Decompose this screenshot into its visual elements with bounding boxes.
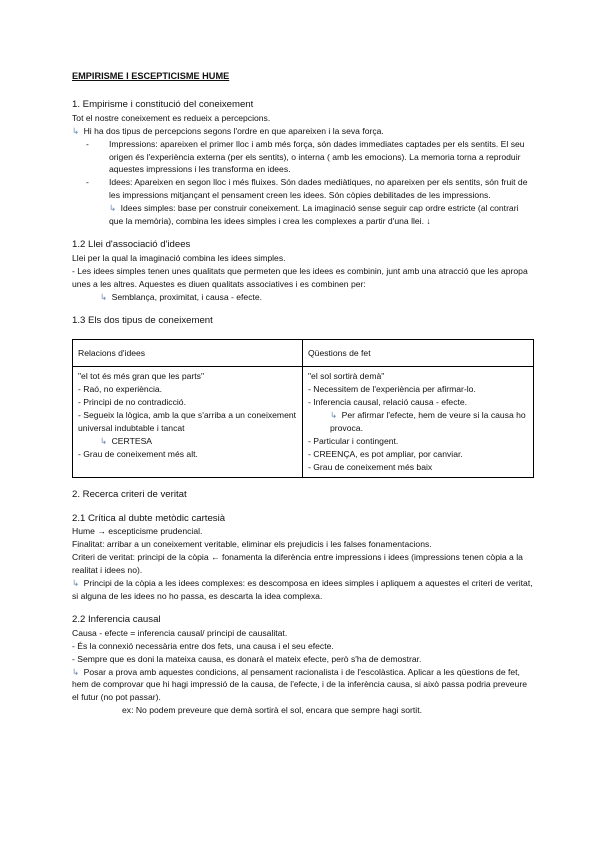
arrow-icon: ↳ bbox=[330, 410, 338, 421]
list-item-impressions: - Impressions: apareixen el primer lloc i amb més força, són dades immediates captades per els sentits. El seu origen és l'experiència externa (per els sentits), o interna ( amb les emocions). La memoria torna a reproduir aquestes impressions i les transforma en idees. bbox=[86, 138, 534, 177]
column-header-questions: Qüestions de fet bbox=[303, 340, 534, 367]
cell-line: - CREENÇA, es pot ampliar, por canviar. bbox=[308, 448, 463, 459]
section-2-2-line2: - És la connexió necessària entre dos fets, una causa i el seu efecte. bbox=[72, 640, 334, 651]
table-cell-relacions bbox=[73, 367, 303, 477]
arrow-icon: ↳ bbox=[72, 578, 80, 589]
arrow-icon: ↳ bbox=[72, 125, 80, 136]
column-header-relacions: Relacions d'idees bbox=[73, 340, 303, 367]
cell-line: - Grau de coneixement més alt. bbox=[78, 448, 198, 459]
down-arrow-icon: ↓ bbox=[426, 216, 431, 227]
arrow-icon: ↳ bbox=[72, 666, 80, 677]
cell-line: - Principi de no contradicció. bbox=[78, 397, 186, 408]
cell-line: "el tot és més gran que les parts" bbox=[78, 371, 204, 382]
section-2-1-arrow-text: Principi de la còpia a les idees complexes: es descomposa en idees simples i apliquem a aquestes el criteri de veritat, si alguna de les idees no ho passa, es descarta la idea complexa. bbox=[72, 578, 533, 601]
section-2-1-line3: Criteri de veritat: principi de la còpia ← fonamenta la diferència entre impressions i idees (impressions tenen còpia a la realitat i idees no). bbox=[72, 552, 523, 576]
cell-line: - Segueix la lògica, amb la que s'arriba a un coneixement universal indubtable i tancat bbox=[78, 410, 297, 434]
document-title: EMPIRISME I ESCEPTICISME HUME bbox=[72, 71, 230, 81]
section-2-heading: 2. Recerca criteri de veritat bbox=[72, 488, 187, 500]
cell-line: "el sol sortirà demà" bbox=[308, 371, 385, 382]
cell-line: - Necessitem de l'experiència per afirmar-lo. bbox=[308, 384, 476, 395]
document-page bbox=[72, 70, 534, 717]
section-1-intro: Tot el nostre coneixement es redueix a percepcions. bbox=[72, 112, 271, 123]
section-2-1-line2: Finalitat: arribar a un coneixement veritable, eliminar els prejudicis i les falses fonamentacions. bbox=[72, 539, 432, 550]
ideas-simples-line bbox=[109, 202, 534, 228]
section-1-2-arrow-line bbox=[72, 291, 534, 304]
section-1-arrow-line bbox=[72, 125, 534, 138]
section-1-2-line2: - Les idees simples tenen unes qualitats que permeten que les idees es combinin, junt amb una atracció que les apropa unes a les altres. Aquestes es diuen qualitats associatives i es combinen per: bbox=[72, 265, 528, 289]
cell-line: - Inferencia causal, relació causa - efecte. bbox=[308, 397, 468, 408]
section-2-1-arrow-line bbox=[72, 577, 534, 603]
cell-line-afirmar bbox=[308, 409, 530, 435]
section-1-arrow-text: Hi ha dos tipus de percepcions segons l'ordre en que apareixen i la seva força. bbox=[83, 125, 384, 136]
cell-line: - Particular i contingent. bbox=[308, 435, 399, 446]
section-2-2-example: ex: No podem preveure que demà sortirà el sol, encara que sempre hagi sortit. bbox=[122, 705, 422, 716]
section-2-2-arrow-text: Posar a prova amb aquestes condicions, al pensament racionalista i de l'escolàstica. Aplicar a les qüestions de fet, hem de comprovar que hi hagi impressió de la causa, de l'efecte, i de la inferència causa, si això passa podria preveure el futur (no pot passar). bbox=[72, 666, 527, 703]
list-item-ideas bbox=[86, 176, 534, 228]
section-2-1-line1: Hume → escepticisme prudencial. bbox=[72, 526, 203, 537]
arrow-icon: ↳ bbox=[109, 203, 117, 214]
ideas-simples-text: Idees simples: base per construir coneixement. La imaginació sense seguir cap ordre estricte (al contrari que la memòria), combina les idees simples i crea les complexes a partir d'una llei. bbox=[109, 203, 519, 227]
cell-line-certesa bbox=[78, 435, 299, 448]
section-2-2-line1: Causa - efecte = inferencia causal/ principi de causalitat. bbox=[72, 627, 288, 638]
certesa-text: CERTESA bbox=[111, 435, 153, 446]
afirmar-text: Per afirmar l'efecte, hem de veure si la causa ho provoca. bbox=[330, 410, 526, 434]
section-1-2-heading: 1.2 Llei d'associació d'idees bbox=[72, 238, 191, 250]
section-2-1-heading: 2.1 Crítica al dubte metòdic cartesià bbox=[72, 512, 226, 524]
section-1-heading: 1. Empirisme i constitució del coneixement bbox=[72, 98, 254, 110]
section-2-2-line3: - Sempre que es doni la mateixa causa, es donarà el mateix efecte, però s'ha de demostrar. bbox=[72, 653, 422, 664]
section-2-2-heading: 2.2 Inferencia causal bbox=[72, 613, 161, 625]
section-2-2-arrow-line bbox=[72, 666, 534, 705]
arrow-icon: ↳ bbox=[100, 435, 108, 446]
table-cell-questions bbox=[303, 367, 534, 477]
section-1-3-heading: 1.3 Els dos tipus de coneixement bbox=[72, 314, 213, 326]
cell-line: - Grau de coneixement més baix bbox=[308, 461, 433, 472]
section-1-2-line1: Llei per la qual la imaginació combina les idees simples. bbox=[72, 252, 286, 263]
perception-types-list bbox=[86, 138, 534, 228]
table-header-row bbox=[73, 340, 534, 367]
cell-line: - Raó, no experiència. bbox=[78, 384, 163, 395]
table-row bbox=[73, 367, 534, 477]
arrow-icon: ↳ bbox=[100, 291, 108, 302]
ideas-text: Idees: Apareixen en segon lloc i més fluixes. Són dades mediàtiques, no apareixen per els sentits, són fruit de les impressions mitjançant el pensament creen les idees. Són còpies debilitades de les impressions. bbox=[109, 177, 528, 201]
knowledge-types-table bbox=[72, 339, 534, 477]
section-1-2-arrow-text: Semblança, proximitat, i causa - efecte. bbox=[111, 291, 263, 302]
